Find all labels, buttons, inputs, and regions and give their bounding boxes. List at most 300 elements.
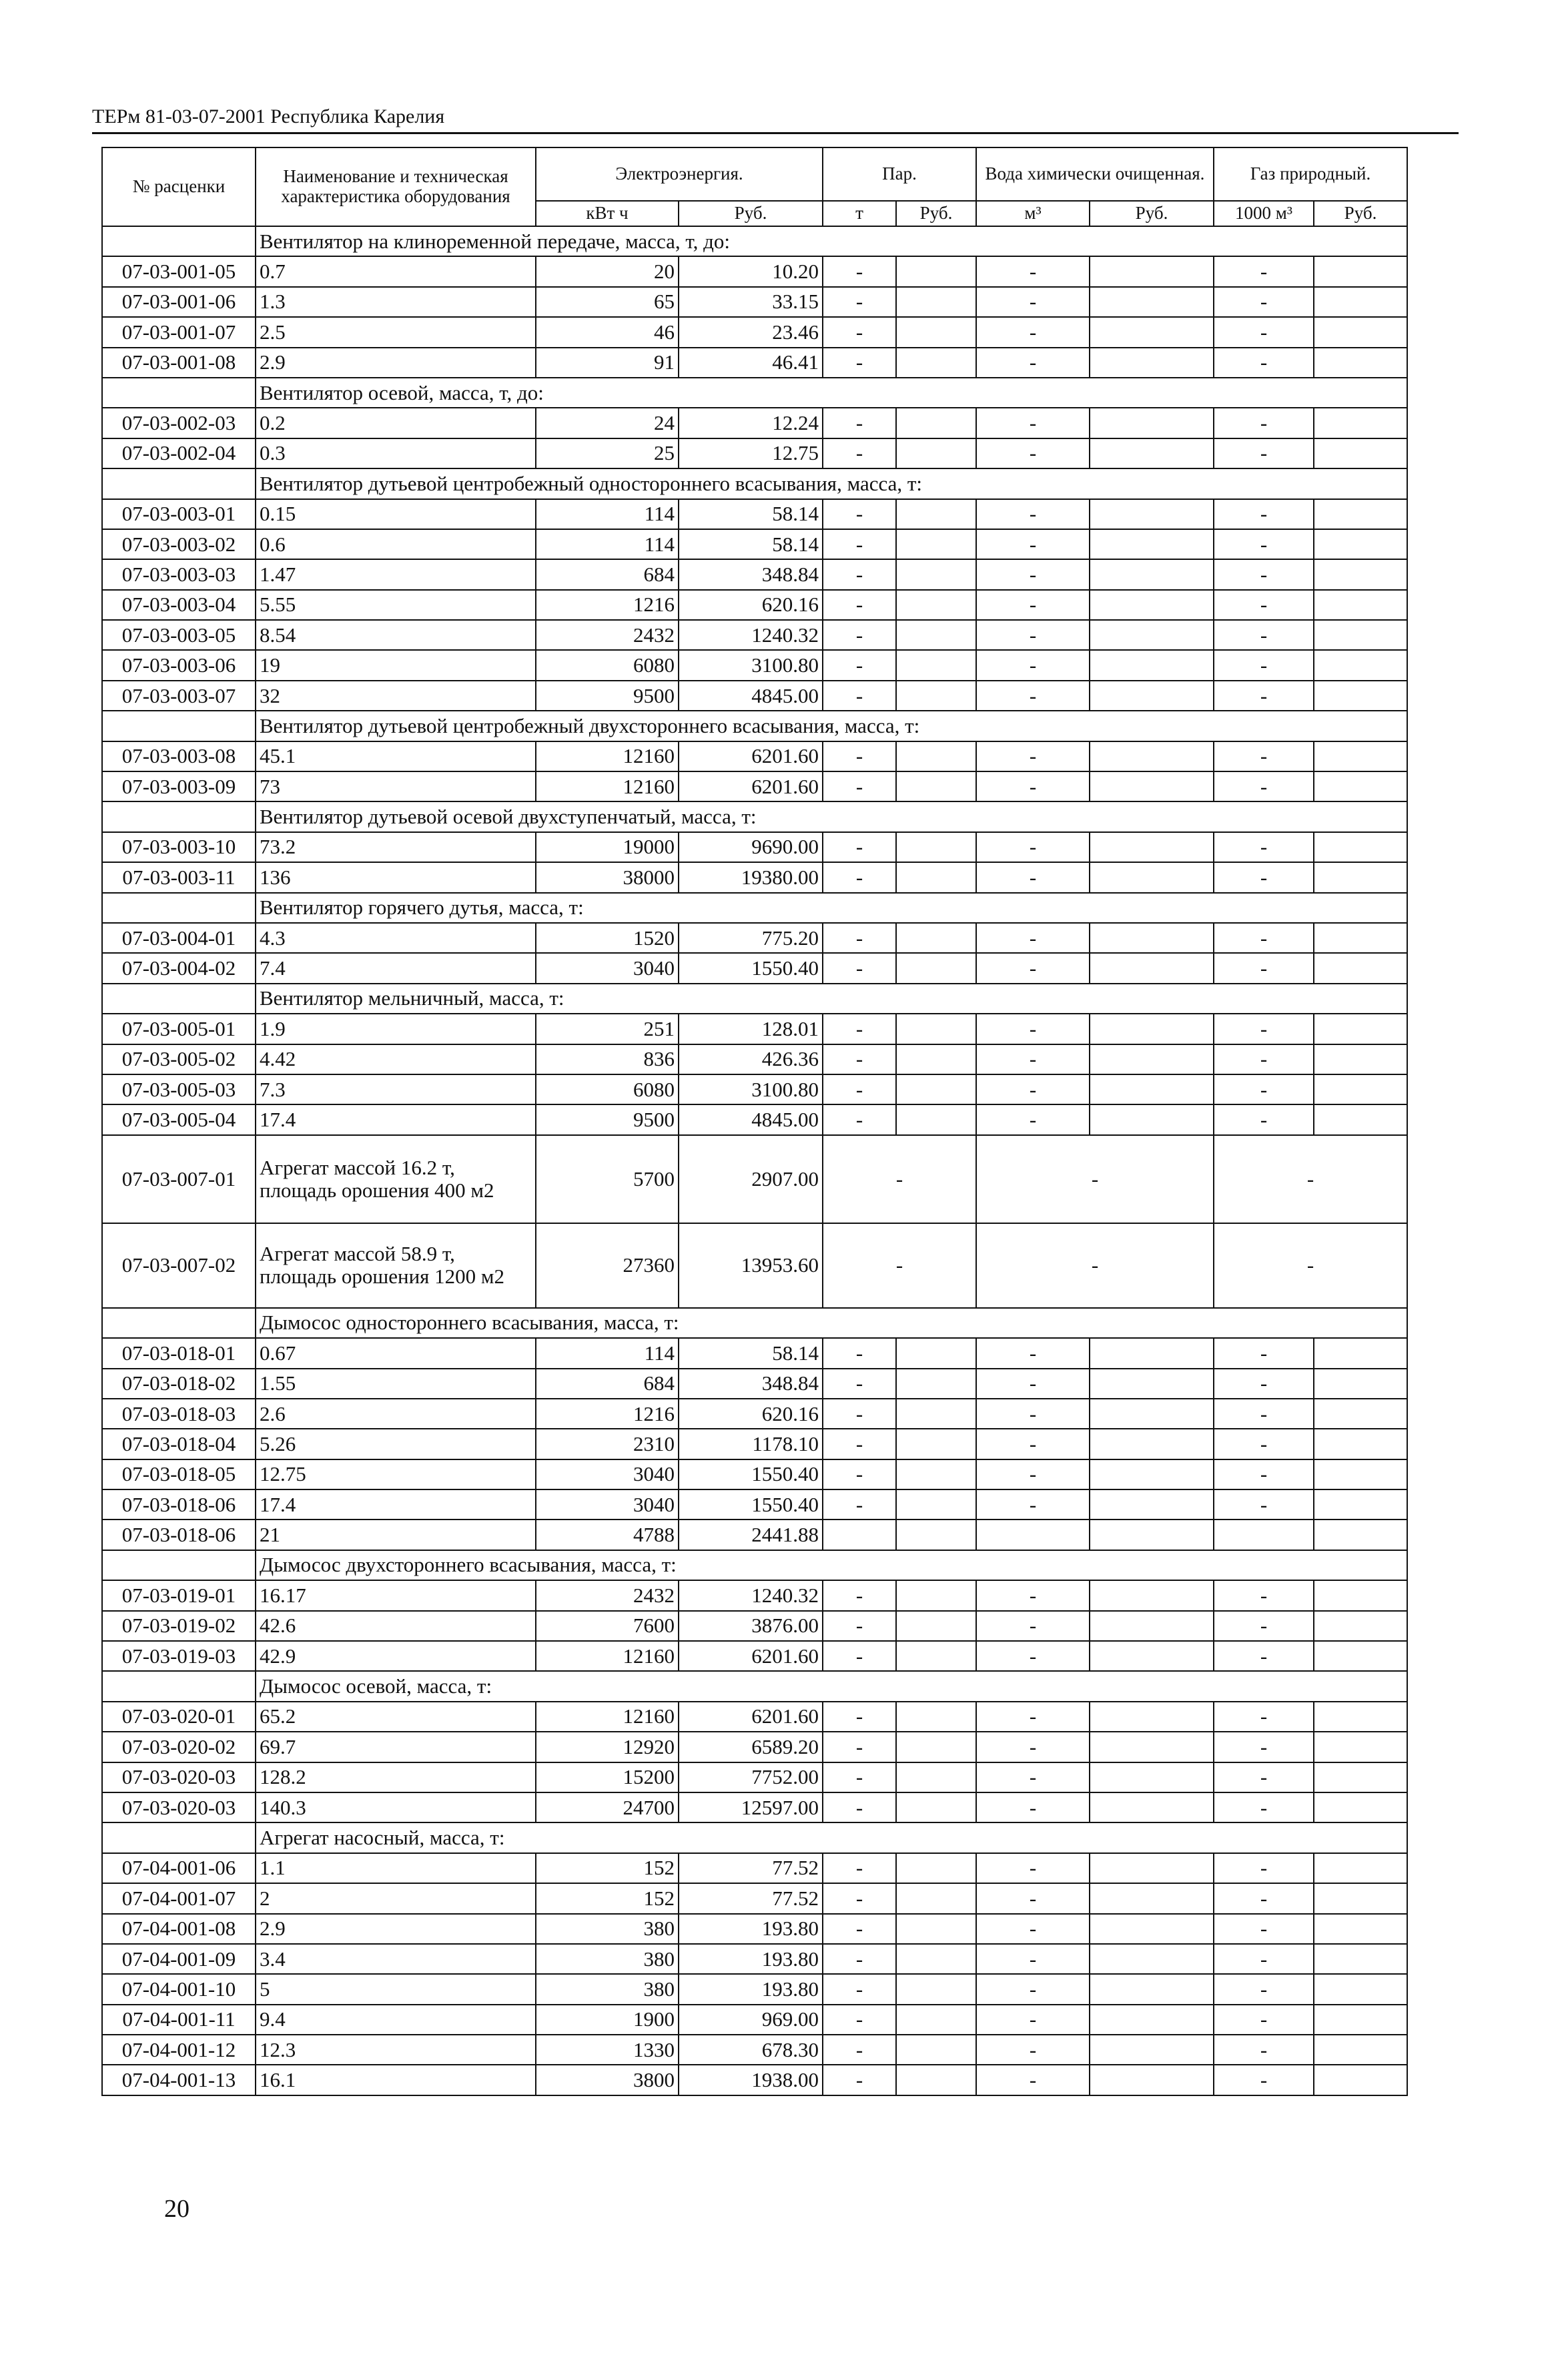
equipment-spec: 0.7 [256,256,536,286]
group-title: Агрегат насосный, масса, т: [256,1822,1407,1853]
gas-1000m3: - [1214,1369,1314,1399]
rate-code: 07-03-005-04 [102,1104,256,1134]
electric-rub: 193.80 [679,1974,823,2004]
steam-t: - [823,1338,896,1368]
steam-rub [896,1074,976,1104]
rate-row [102,1611,1407,1641]
rate-row [102,559,1407,589]
rate-code: 07-03-019-02 [102,1611,256,1641]
group-title: Вентилятор на клиноременной передаче, масса, т, до: [256,226,1407,256]
water-rub [1090,923,1214,953]
steam-rub [896,771,976,801]
water-m3: - [976,832,1090,862]
rate-row [102,1014,1407,1044]
rate-code: 07-03-003-08 [102,741,256,771]
steam-rub [896,1792,976,1822]
equipment-spec: 19 [256,650,536,680]
steam-t: - [823,1883,896,1913]
gas-1000m3: - [1214,771,1314,801]
water-rub [1090,771,1214,801]
gas-1000m3: - [1214,1974,1314,2004]
gas-1000m3: - [1214,923,1314,953]
water-m3: - [976,408,1090,438]
water-m3: - [976,1732,1090,1762]
page-number: 20 [164,2195,189,2223]
gas-1000m3: - [1214,620,1314,650]
gas-rub [1314,408,1407,438]
water-m3: - [976,862,1090,892]
electric-kwh: 65 [536,287,679,317]
col-gas-header: Газ природный. [1214,147,1407,201]
rate-row [102,1853,1407,1883]
gas-1000m3: - [1214,1459,1314,1489]
gas-rub [1314,1883,1407,1913]
water-m3: - [976,1104,1090,1134]
electric-kwh: 3040 [536,953,679,983]
steam-t: - [823,256,896,286]
rate-code: 07-03-018-04 [102,1429,256,1459]
electric-kwh: 27360 [536,1223,679,1308]
electric-kwh: 1900 [536,2005,679,2035]
rate-row [102,1732,1407,1762]
equipment-spec: 32 [256,681,536,711]
water-m3: - [976,2005,1090,2035]
gas-rub [1314,2065,1407,2095]
water-rub [1090,256,1214,286]
rate-row [102,923,1407,953]
gas-1000m3: - [1214,348,1314,378]
rate-code: 07-04-001-06 [102,1853,256,1883]
electric-kwh: 46 [536,317,679,347]
gas-1000m3: - [1214,650,1314,680]
equipment-spec: 65.2 [256,1702,536,1732]
rate-code: 07-03-007-01 [102,1135,256,1223]
equipment-spec: 0.67 [256,1338,536,1368]
water-m3: - [976,1014,1090,1044]
equipment-spec: 7.4 [256,953,536,983]
equipment-spec: 0.6 [256,529,536,559]
water-m3: - [976,1338,1090,1368]
water-m3: - [976,1883,1090,1913]
water-rub [1090,499,1214,529]
rate-row [102,832,1407,862]
rate-row [102,2035,1407,2065]
rate-code: 07-03-020-03 [102,1762,256,1792]
steam-rub [896,1974,976,2004]
group-title: Вентилятор дутьевой центробежный одностороннего всасывания, масса, т: [256,468,1407,498]
gas-1000m3: - [1214,256,1314,286]
gas-1000m3: - [1214,2005,1314,2035]
rate-row [102,620,1407,650]
group-code-cell [102,468,256,498]
gas-rub [1314,559,1407,589]
rate-row [102,317,1407,347]
group-code-cell [102,893,256,923]
steam-rub [896,862,976,892]
water-m3: - [976,650,1090,680]
equipment-spec: 4.3 [256,923,536,953]
rate-code: 07-03-004-02 [102,953,256,983]
gas-1000m3: - [1214,1914,1314,1944]
electric-kwh: 380 [536,1944,679,1974]
rate-code: 07-03-003-07 [102,681,256,711]
water-rub [1090,317,1214,347]
rate-code: 07-04-001-08 [102,1914,256,1944]
equipment-spec: 8.54 [256,620,536,650]
gas-rub [1314,348,1407,378]
gas-1000m3: - [1214,1399,1314,1429]
water-m3: - [976,256,1090,286]
water-rub [1090,1489,1214,1520]
rate-code: 07-03-018-06 [102,1489,256,1520]
electric-rub: 6201.60 [679,741,823,771]
water-m3: - [976,1914,1090,1944]
water-rub [1090,590,1214,620]
gas-rub [1314,681,1407,711]
equipment-spec: 12.75 [256,1459,536,1489]
steam-t: - [823,1369,896,1399]
resource-rates-table [101,147,1408,2096]
steam-rub [896,2035,976,2065]
electric-kwh: 12160 [536,1702,679,1732]
electric-rub: 77.52 [679,1883,823,1913]
steam-rub [896,1459,976,1489]
rate-code: 07-03-003-06 [102,650,256,680]
steam-t: - [823,1944,896,1974]
gas-rub [1314,862,1407,892]
equipment-spec: 12.3 [256,2035,536,2065]
water-m3: - [976,1429,1090,1459]
gas-rub [1314,529,1407,559]
rate-row [102,1489,1407,1520]
rate-row [102,741,1407,771]
water-m3: - [976,529,1090,559]
rate-code: 07-03-018-03 [102,1399,256,1429]
water-m3: - [976,923,1090,953]
electric-kwh: 25 [536,438,679,468]
electric-kwh: 5700 [536,1135,679,1223]
water-m3: - [976,771,1090,801]
gas-value: - [1214,1223,1407,1308]
water-m3: - [976,1974,1090,2004]
group-header-row [102,711,1407,741]
water-rub [1090,741,1214,771]
water-value: - [976,1135,1214,1223]
rate-row [102,1369,1407,1399]
group-header-row [102,1822,1407,1853]
water-m3: - [976,620,1090,650]
water-m3: - [976,1641,1090,1671]
steam-rub [896,438,976,468]
steam-rub [896,1014,976,1044]
electric-rub: 13953.60 [679,1223,823,1308]
steam-t: - [823,681,896,711]
rate-row [102,953,1407,983]
rate-code: 07-03-020-02 [102,1732,256,1762]
gas-rub [1314,620,1407,650]
water-rub [1090,408,1214,438]
gas-rub [1314,1732,1407,1762]
rate-code: 07-03-004-01 [102,923,256,953]
water-m3: - [976,1459,1090,1489]
water-rub [1090,1762,1214,1792]
rate-row [102,1104,1407,1134]
electric-rub: 1240.32 [679,620,823,650]
electric-kwh: 9500 [536,1104,679,1134]
steam-t: - [823,1489,896,1520]
rate-code: 07-03-003-03 [102,559,256,589]
group-code-cell [102,801,256,831]
group-header-row [102,801,1407,831]
gas-1000m3: - [1214,1853,1314,1883]
steam-rub [896,741,976,771]
steam-rub [896,1611,976,1641]
electric-rub: 58.14 [679,529,823,559]
rate-code: 07-03-019-01 [102,1580,256,1610]
gas-1000m3: - [1214,1641,1314,1671]
rate-row [102,1338,1407,1368]
water-m3: - [976,1944,1090,1974]
rate-code: 07-04-001-13 [102,2065,256,2095]
steam-rub [896,408,976,438]
water-m3: - [976,348,1090,378]
steam-rub [896,1044,976,1074]
equipment-spec: 128.2 [256,1762,536,1792]
electric-kwh: 152 [536,1853,679,1883]
water-m3: - [976,1792,1090,1822]
steam-rub [896,650,976,680]
electric-kwh: 3040 [536,1459,679,1489]
gas-1000m3: - [1214,559,1314,589]
gas-rub [1314,1369,1407,1399]
gas-1000m3: - [1214,1702,1314,1732]
electric-rub: 193.80 [679,1944,823,1974]
gas-1000m3 [1214,1520,1314,1550]
water-m3: - [976,2065,1090,2095]
water-m3: - [976,287,1090,317]
water-rub [1090,1883,1214,1913]
water-rub [1090,681,1214,711]
electric-kwh: 6080 [536,650,679,680]
gas-rub [1314,1762,1407,1792]
steam-t: - [823,590,896,620]
col-electric-header: Электроэнергия. [536,147,823,201]
electric-rub: 969.00 [679,2005,823,2035]
steam-rub [896,1853,976,1883]
rate-code: 07-03-003-09 [102,771,256,801]
electric-kwh: 24700 [536,1792,679,1822]
group-header-row [102,468,1407,498]
electric-rub: 33.15 [679,287,823,317]
steam-t: - [823,1914,896,1944]
steam-rub [896,1914,976,1944]
electric-kwh: 2310 [536,1429,679,1459]
water-rub [1090,2005,1214,2035]
steam-t: - [823,771,896,801]
steam-t: - [823,499,896,529]
steam-rub [896,953,976,983]
water-rub [1090,1399,1214,1429]
steam-rub [896,1104,976,1134]
gas-rub [1314,1792,1407,1822]
steam-t: - [823,620,896,650]
water-rub [1090,1104,1214,1134]
steam-t: - [823,1641,896,1671]
electric-rub: 10.20 [679,256,823,286]
steam-t: - [823,1074,896,1104]
unit-water-rub: Руб. [1090,201,1214,226]
equipment-spec: 140.3 [256,1792,536,1822]
electric-kwh: 251 [536,1014,679,1044]
gas-1000m3: - [1214,741,1314,771]
steam-t: - [823,348,896,378]
rate-row [102,1641,1407,1671]
water-rub [1090,1369,1214,1399]
electric-kwh: 380 [536,1974,679,2004]
rate-code: 07-03-003-10 [102,832,256,862]
steam-rub [896,1580,976,1610]
equipment-spec: 2.9 [256,348,536,378]
equipment-spec: Агрегат массой 58.9 т, площадь орошения 1200 м2 [256,1223,536,1308]
electric-kwh: 12920 [536,1732,679,1762]
water-m3: - [976,1611,1090,1641]
gas-rub [1314,832,1407,862]
rate-code: 07-03-005-01 [102,1014,256,1044]
rate-row [102,590,1407,620]
water-rub [1090,1520,1214,1550]
gas-rub [1314,1104,1407,1134]
rate-code: 07-03-018-05 [102,1459,256,1489]
rate-row [102,681,1407,711]
electric-kwh: 4788 [536,1520,679,1550]
rate-code: 07-03-001-07 [102,317,256,347]
gas-1000m3: - [1214,953,1314,983]
rate-code: 07-03-020-01 [102,1702,256,1732]
steam-rub [896,287,976,317]
steam-t: - [823,1104,896,1134]
electric-rub: 1178.10 [679,1429,823,1459]
equipment-spec: 17.4 [256,1489,536,1520]
water-m3: - [976,1580,1090,1610]
steam-t: - [823,741,896,771]
document-code: ТЕРм 81-03-07-2001 Республика Карелия [92,105,445,127]
equipment-spec: 4.42 [256,1044,536,1074]
electric-kwh: 15200 [536,1762,679,1792]
rate-code: 07-04-001-12 [102,2035,256,2065]
equipment-spec: Агрегат массой 16.2 т, площадь орошения 400 м2 [256,1135,536,1223]
rate-row [102,348,1407,378]
rate-row [102,1044,1407,1074]
steam-rub [896,1641,976,1671]
electric-rub: 12597.00 [679,1792,823,1822]
electric-rub: 6201.60 [679,1702,823,1732]
electric-kwh: 114 [536,529,679,559]
group-code-cell [102,1550,256,1580]
equipment-spec: 1.9 [256,1014,536,1044]
gas-1000m3: - [1214,1338,1314,1368]
gas-rub [1314,1074,1407,1104]
electric-kwh: 3040 [536,1489,679,1520]
gas-rub [1314,923,1407,953]
gas-rub [1314,1974,1407,2004]
rate-row [102,1520,1407,1550]
group-header-row [102,378,1407,408]
gas-1000m3: - [1214,529,1314,559]
gas-1000m3: - [1214,1580,1314,1610]
water-m3: - [976,559,1090,589]
electric-kwh: 114 [536,1338,679,1368]
unit-kwh: кВт ч [536,201,679,226]
rate-code: 07-03-001-05 [102,256,256,286]
unit-water-m3: м³ [976,201,1090,226]
rate-row [102,1580,1407,1610]
group-header-row [102,226,1407,256]
equipment-spec: 5.55 [256,590,536,620]
equipment-spec: 16.17 [256,1580,536,1610]
steam-t: - [823,438,896,468]
rate-row [102,862,1407,892]
group-code-cell [102,1822,256,1853]
group-title: Вентилятор дутьевой центробежный двухстороннего всасывания, масса, т: [256,711,1407,741]
gas-rub [1314,1459,1407,1489]
electric-rub: 12.75 [679,438,823,468]
electric-rub: 6201.60 [679,771,823,801]
steam-t: - [823,2065,896,2095]
electric-rub: 775.20 [679,923,823,953]
steam-rub [896,1762,976,1792]
equipment-spec: 2.6 [256,1399,536,1429]
water-value: - [976,1223,1214,1308]
electric-rub: 4845.00 [679,1104,823,1134]
group-header-row [102,1550,1407,1580]
electric-kwh: 2432 [536,1580,679,1610]
equipment-spec: 42.6 [256,1611,536,1641]
steam-t: - [823,1611,896,1641]
steam-rub [896,2005,976,2035]
water-rub [1090,348,1214,378]
electric-rub: 6201.60 [679,1641,823,1671]
steam-rub [896,1338,976,1368]
electric-rub: 128.01 [679,1014,823,1044]
electric-kwh: 20 [536,256,679,286]
gas-1000m3: - [1214,1014,1314,1044]
electric-rub: 1938.00 [679,2065,823,2095]
equipment-spec: 1.1 [256,1853,536,1883]
electric-kwh: 1216 [536,1399,679,1429]
gas-rub [1314,741,1407,771]
water-rub [1090,529,1214,559]
rate-row [102,438,1407,468]
electric-kwh: 2432 [536,620,679,650]
water-m3: - [976,2035,1090,2065]
electric-kwh: 12160 [536,741,679,771]
water-rub [1090,620,1214,650]
electric-kwh: 1330 [536,2035,679,2065]
group-code-cell [102,1671,256,1701]
electric-kwh: 114 [536,499,679,529]
water-rub [1090,1611,1214,1641]
gas-1000m3: - [1214,287,1314,317]
group-title: Вентилятор дутьевой осевой двухступенчатый, масса, т: [256,801,1407,831]
water-rub [1090,1702,1214,1732]
electric-rub: 426.36 [679,1044,823,1074]
water-m3: - [976,1399,1090,1429]
steam-rub [896,2065,976,2095]
gas-rub [1314,1853,1407,1883]
gas-1000m3: - [1214,2035,1314,2065]
electric-kwh: 1216 [536,590,679,620]
gas-1000m3: - [1214,1104,1314,1134]
